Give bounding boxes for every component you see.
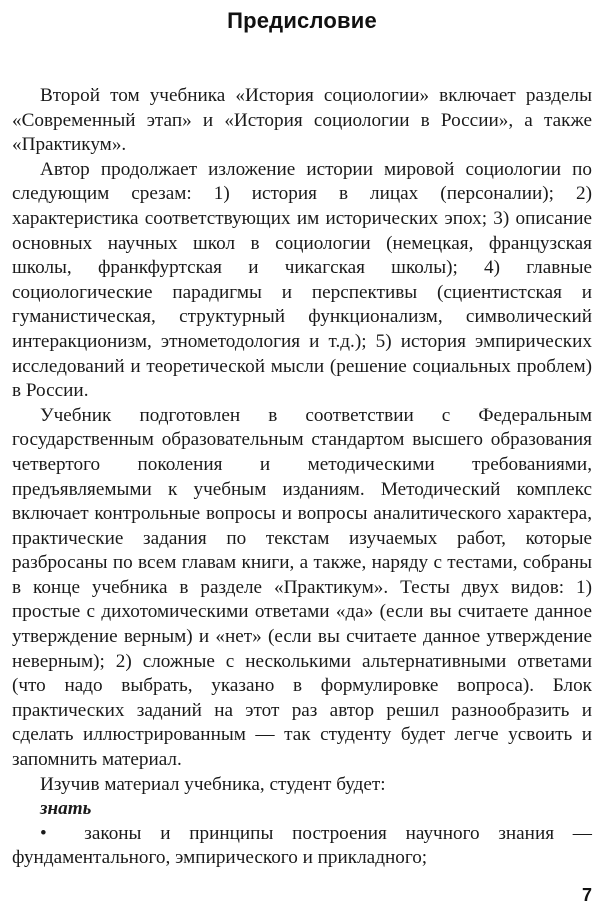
paragraph-standards: Учебник подготовлен в соответствии с Федеральным государственным образовательным стандартом высшего образования четвертого поколения и методическими требованиями, предъявляемыми к учебным изданиям. Методический комплекс включает контрольные вопросы и вопросы аналитического характера, практические задания по текстам изучаемых работ, которые разбросаны по всем главам книги, а также, наряду с тестами, собраны в конце учебника в разделе «Практикум». Тесты двух видов: 1) простые с дихотомическими ответами «да» (если вы считаете данное утверждение верным) и «нет» (если вы считаете данное утверждение неверным); 2) сложные с несколькими альтернативными ответами (что надо выбрать, указано в формулировке вопроса). Блок практических заданий на этот раз автор решил разнообразить и сделать иллюстрированным — так студенту будет легче усвоить и запомнить материал. bbox=[12, 404, 592, 771]
bullet-text: законы и принципы построения научного знания — фундаментального, эмпирического и прикладного; bbox=[12, 822, 592, 869]
list-item bbox=[12, 822, 592, 871]
paragraph-history-slices: Автор продолжает изложение истории мировой социологии по следующим срезам: 1) история в лицах (персоналии); 2) характеристика соответствующих им исторических эпох; 3) описание основных научных школ в социологии (немецкая, французская школы, франкфуртская и чикагская школы); 4) главные социологические парадигмы и перспективы (сциентистская и гуманистическая, структурный функционализм, символический интеракционизм, этнометодология и т.д.); 5) история эмпирических исследований и теоретической мысли (решение социальных проблем) в России. bbox=[12, 158, 592, 402]
paragraph-intro: Второй том учебника «История социологии» включает разделы «Современный этап» и «История социологии в России», а также «Практикум». bbox=[12, 85, 592, 156]
body-text bbox=[12, 84, 592, 871]
chapter-title: Предисловие bbox=[227, 8, 377, 33]
paragraph-outcomes: Изучив материал учебника, студент будет: bbox=[40, 773, 386, 795]
term-know: знать bbox=[40, 798, 92, 820]
page-number: 7 bbox=[581, 885, 592, 905]
bullet-marker: • bbox=[40, 822, 47, 844]
